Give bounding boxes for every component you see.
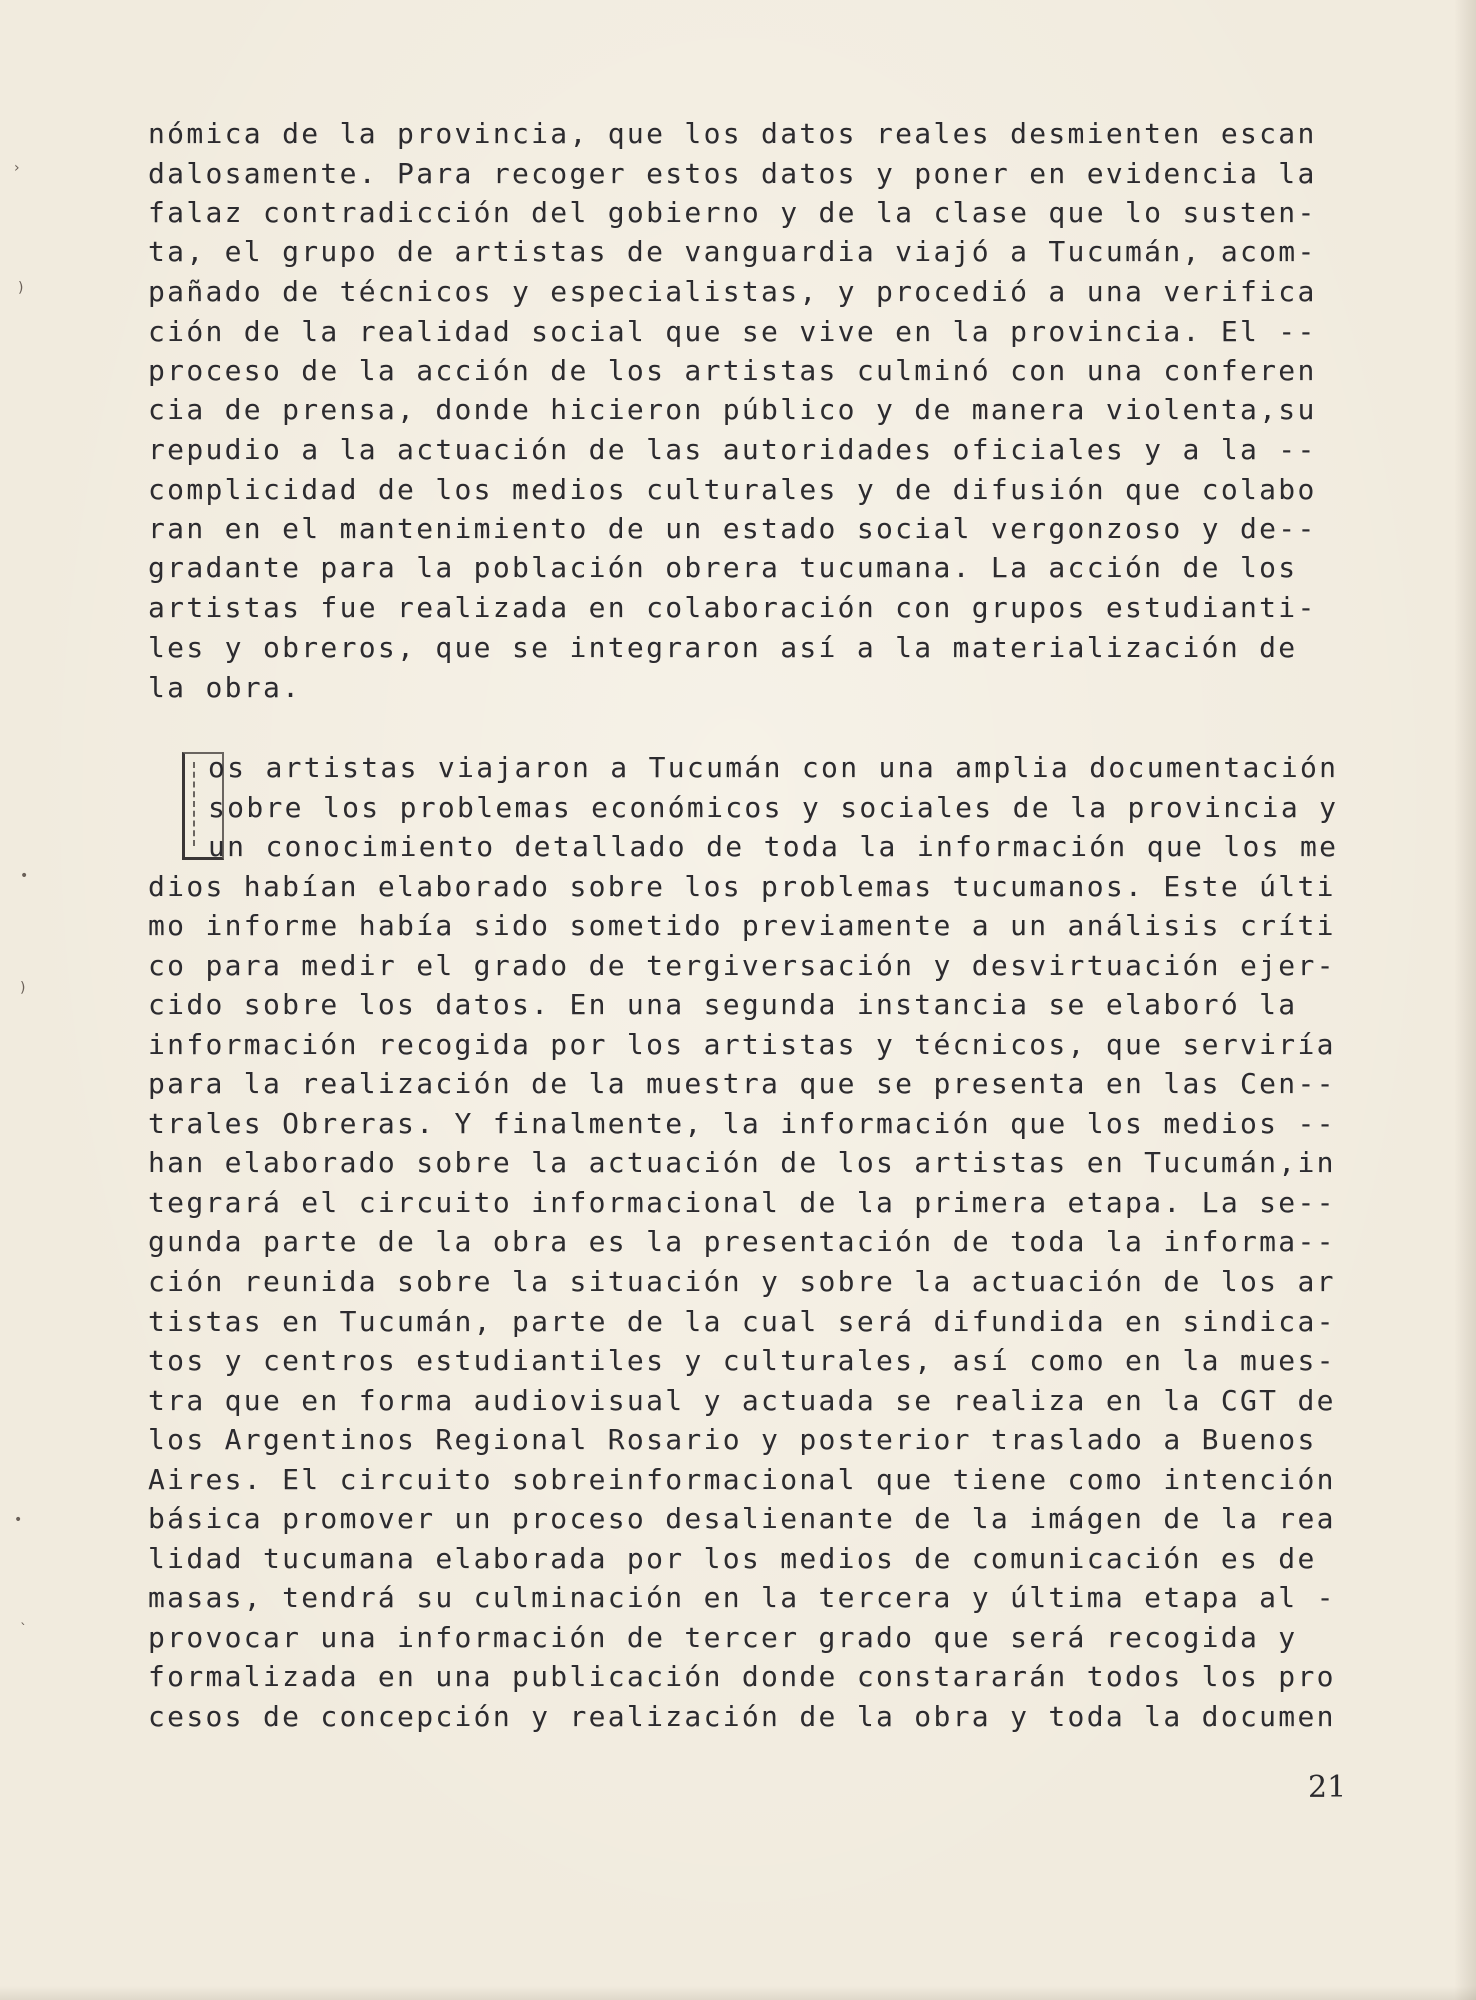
text-line: han elaborado sobre la actuación de los artistas en Tucumán,in bbox=[148, 1146, 1336, 1179]
text-line: os artistas viajaron a Tucumán con una amplia documentación bbox=[208, 751, 1339, 784]
text-line: dios habían elaborado sobre los problemas tucumanos. Este últi bbox=[148, 870, 1336, 903]
text-line: básica promover un proceso desalienante de la imágen de la rea bbox=[148, 1502, 1336, 1535]
text-line: tos y centros estudiantiles y culturales, así como en la mues- bbox=[148, 1344, 1336, 1377]
page-number: 21 bbox=[1308, 1770, 1347, 1805]
text-line: ción de la realidad social que se vive en la provincia. El -- bbox=[148, 315, 1317, 348]
text-line: cia de prensa, donde hicieron público y de manera violenta,su bbox=[148, 393, 1317, 426]
margin-mark: ) bbox=[18, 280, 24, 296]
margin-mark: ) bbox=[20, 980, 26, 996]
text-line: repudio a la actuación de las autoridades oficiales y a la -- bbox=[148, 433, 1317, 466]
text-line: información recogida por los artistas y técnicos, que serviría bbox=[148, 1028, 1336, 1061]
text-line: dalosamente. Para recoger estos datos y poner en evidencia la bbox=[148, 157, 1317, 190]
text-line: co para medir el grado de tergiversación y desvirtuación ejer- bbox=[148, 949, 1336, 982]
text-line: complicidad de los medios culturales y de difusión que colabo bbox=[148, 473, 1317, 506]
text-line: tra que en forma audiovisual y actuada se realiza en la CGT de bbox=[148, 1384, 1336, 1417]
page-edge-shadow-bottom bbox=[0, 1986, 1476, 2000]
text-line: les y obreros, que se integraron así a la materialización de bbox=[148, 631, 1298, 664]
text-line: gunda parte de la obra es la presentación de toda la informa-- bbox=[148, 1225, 1336, 1258]
text-line: para la realización de la muestra que se presenta en las Cen-- bbox=[148, 1067, 1336, 1100]
text-line: nómica de la provincia, que los datos reales desmienten escan bbox=[148, 117, 1317, 150]
text-line: cesos de concepción y realización de la obra y toda la documen bbox=[148, 1700, 1336, 1733]
text-line: trales Obreras. Y finalmente, la información que los medios -- bbox=[148, 1107, 1336, 1140]
text-line: cido sobre los datos. En una segunda instancia se elaboró la bbox=[148, 988, 1298, 1021]
margin-mark: • bbox=[14, 1512, 23, 1528]
margin-mark: › bbox=[14, 160, 20, 176]
text-line: artistas fue realizada en colaboración con grupos estudianti- bbox=[148, 591, 1317, 624]
text-line: tistas en Tucumán, parte de la cual será difundida en sindica- bbox=[148, 1305, 1336, 1338]
text-line: ran en el mantenimiento de un estado social vergonzoso y de-- bbox=[148, 512, 1317, 545]
text-line: mo informe había sido sometido previamente a un análisis críti bbox=[148, 909, 1336, 942]
text-line: sobre los problemas económicos y sociales de la provincia y bbox=[208, 791, 1339, 824]
margin-mark: ` bbox=[20, 1622, 27, 1638]
text-line: ción reunida sobre la situación y sobre la actuación de los ar bbox=[148, 1265, 1336, 1298]
text-line: tegrará el circuito informacional de la primera etapa. La se-- bbox=[148, 1186, 1336, 1219]
text-line: provocar una información de tercer grado que será recogida y bbox=[148, 1621, 1298, 1654]
text-line: pañado de técnicos y especialistas, y procedió a una verifica bbox=[148, 275, 1317, 308]
text-line: masas, tendrá su culminación en la tercera y última etapa al - bbox=[148, 1581, 1336, 1614]
text-line: formalizada en una publicación donde constararán todos los pro bbox=[148, 1660, 1336, 1693]
text-line: la obra. bbox=[148, 671, 302, 704]
text-line: los Argentinos Regional Rosario y posterior traslado a Buenos bbox=[148, 1423, 1317, 1456]
text-line: gradante para la población obrera tucumana. La acción de los bbox=[148, 551, 1298, 584]
text-line: un conocimiento detallado de toda la información que los me bbox=[208, 830, 1339, 863]
text-line: lidad tucumana elaborada por los medios de comunicación es de bbox=[148, 1542, 1317, 1575]
text-line: ta, el grupo de artistas de vanguardia viajó a Tucumán, acom- bbox=[148, 235, 1317, 268]
page-edge-shadow-right bbox=[1454, 0, 1476, 2000]
margin-mark: • bbox=[20, 868, 29, 884]
text-line: falaz contradicción del gobierno y de la clase que lo susten- bbox=[148, 196, 1317, 229]
text-line: Aires. El circuito sobreinformacional que tiene como intención bbox=[148, 1463, 1336, 1496]
text-line: proceso de la acción de los artistas culminó con una conferen bbox=[148, 354, 1317, 387]
